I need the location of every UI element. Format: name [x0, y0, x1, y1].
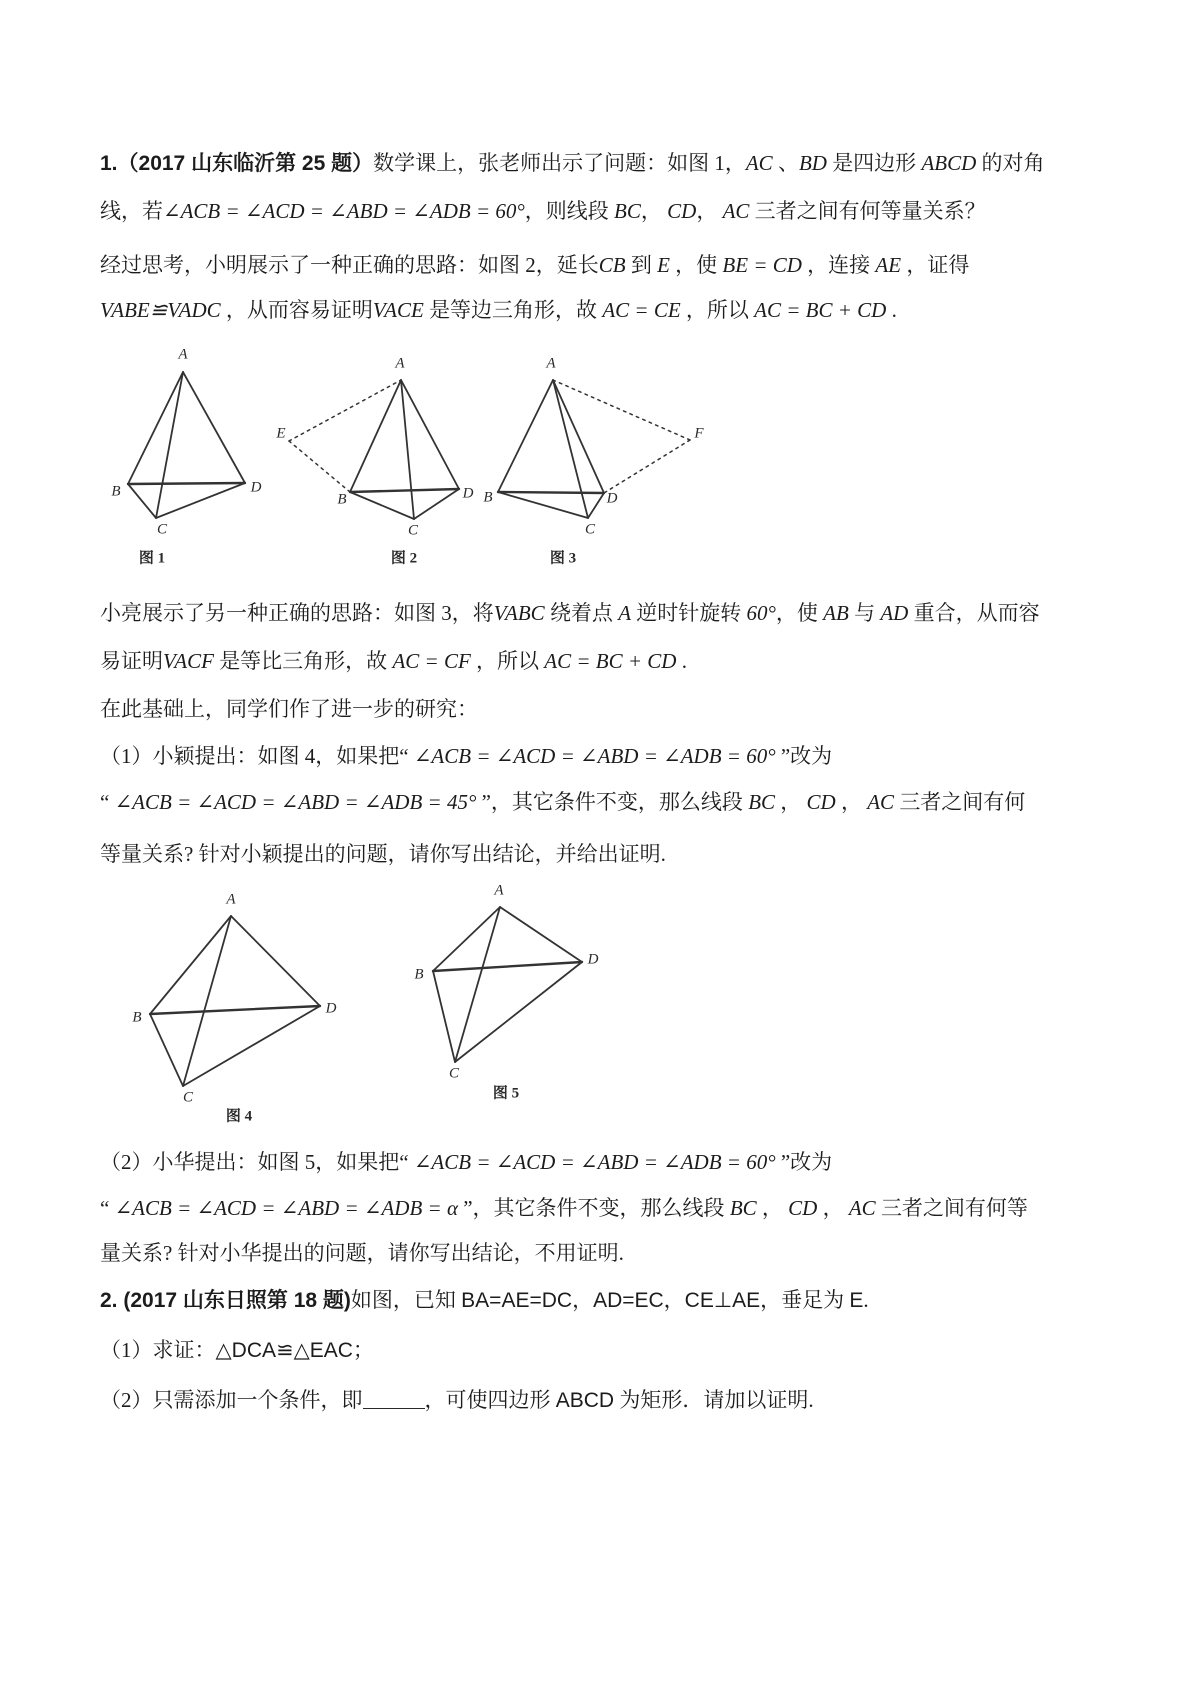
figure-3-edge-AC	[553, 380, 588, 518]
text-run-cn: “	[100, 1196, 115, 1220]
text-run-cn: 是四边形	[826, 151, 922, 175]
text-line-14	[100, 1287, 869, 1314]
figure-1-edge-BD	[128, 483, 245, 484]
text-run-rm: BA=AE=DC	[461, 1289, 573, 1312]
text-run-math: AC = BC + CD	[544, 649, 677, 673]
text-run-math: AD	[880, 601, 909, 625]
text-line-5	[100, 600, 1040, 626]
text-run-cn: 的对角	[976, 151, 1045, 175]
figure-4-vertex-label-A: A	[226, 891, 236, 908]
text-run-math: AC	[722, 199, 750, 223]
text-run-cn: ，垂足为	[760, 1288, 850, 1312]
text-run-cn: ，	[663, 1288, 685, 1312]
figure-4-edge-BD	[150, 1006, 320, 1014]
text-run-math: E	[657, 253, 670, 277]
figure-4-vertex-label-C: C	[182, 1089, 194, 1106]
text-line-1	[100, 150, 1045, 177]
figure-3-vertex-label-F: F	[694, 425, 704, 442]
text-run-math: AC	[848, 1196, 876, 1220]
text-run-cn: 如图，已知	[350, 1288, 462, 1312]
text-run-cn: 易证明	[100, 649, 163, 673]
text-run-cn: .	[863, 1288, 869, 1312]
figure-3-edge-BC	[498, 492, 588, 518]
figure-1-edge-AC	[156, 372, 183, 518]
text-run-cn: 、	[772, 151, 799, 175]
figure-1-caption: 图 1	[138, 550, 166, 567]
text-run-rm: AD=EC	[593, 1289, 664, 1312]
text-line-6	[100, 648, 687, 674]
text-run-cn: ，可使四边形	[424, 1388, 556, 1412]
figure-4-edge-AC	[183, 916, 231, 1086]
text-run-cn: （1）小颖提出：如图 4，如果把“	[100, 744, 414, 768]
text-line-9	[100, 789, 1025, 815]
figure-2-edge-AB	[350, 380, 401, 492]
text-line-16	[100, 1387, 814, 1414]
text-run-cn: 经过思考，小明展示了一种正确的思路：如图 2，延长	[100, 253, 599, 277]
figure-2-vertex-label-E: E	[276, 425, 286, 442]
text-run-math: AC	[745, 151, 773, 175]
figure-3-edge-AF	[553, 380, 690, 440]
text-run-cn: 线，若	[100, 199, 163, 223]
figure-4-edge-BC	[150, 1014, 183, 1086]
text-run-math: AC = BC + CD	[754, 298, 887, 322]
text-run-math: ∠ACB = ∠ACD = ∠ABD = ∠ADB = α	[114, 1196, 458, 1220]
text-run-cn: ”改为	[775, 744, 833, 768]
text-run-math: BE = CD	[722, 253, 802, 277]
figure-1-edge-CD	[156, 483, 245, 518]
text-run-math: AC	[867, 790, 895, 814]
text-run-math: CD	[806, 790, 836, 814]
text-line-15	[100, 1337, 374, 1364]
text-run-math: A	[618, 601, 632, 625]
text-run-math: BC	[748, 790, 776, 814]
text-run-cn: ，连接	[801, 253, 876, 277]
figure-5-vertex-label-D: D	[587, 951, 599, 968]
text-run-cn: 在此基础上，同学们作了进一步的研究：	[100, 697, 478, 721]
text-run-cn: ，证得	[901, 253, 970, 277]
answer-blank	[363, 1387, 425, 1409]
text-run-rm: E	[849, 1289, 864, 1312]
text-run-math: ∠ACB = ∠ACD = ∠ABD = ∠ADB = 45°	[114, 790, 477, 814]
figure-3-vertex-label-D: D	[606, 490, 618, 507]
text-run-math: CD	[667, 199, 697, 223]
figure-5-edge-AD	[500, 907, 582, 962]
figure-1-vertex-label-C: C	[156, 521, 168, 538]
text-run-math: AE	[875, 253, 902, 277]
figure-4-edge-AB	[150, 916, 231, 1014]
figure-2-edge-EB	[289, 441, 350, 492]
figure-3-caption: 图 3	[549, 550, 577, 567]
figure-5-edge-CD	[455, 962, 582, 1062]
text-run-cn: 绕着点	[544, 601, 619, 625]
figure-1-vertex-label-A: A	[178, 346, 188, 363]
text-line-13	[100, 1240, 624, 1266]
text-run-cn: ，	[640, 199, 668, 223]
figure-1-edge-AD	[183, 372, 245, 483]
text-run-math: ABCD	[921, 151, 977, 175]
text-run-math: VACE	[372, 298, 424, 322]
text-run-rm: △DCA≌△EAC	[215, 1339, 353, 1362]
text-run-cn: .	[886, 298, 897, 322]
text-run-cn: （1）求证：	[100, 1338, 216, 1362]
text-run-cn: ”改为	[775, 1150, 833, 1174]
text-run-math: ∠ACB = ∠ACD = ∠ABD = ∠ADB = 60°	[413, 744, 776, 768]
figure-5-edge-AC	[455, 907, 500, 1062]
text-run-cn: （2）小华提出：如图 5，如果把“	[100, 1150, 414, 1174]
text-run-cn: 为矩形．请加以证明.	[614, 1388, 814, 1412]
text-run-cn: “	[100, 790, 115, 814]
figure-5-edge-BD	[433, 962, 582, 971]
text-run-math: VABE≌VADC	[100, 298, 221, 322]
text-run-math: AC = CF	[392, 649, 471, 673]
figure-2-edge-BD	[350, 489, 459, 492]
text-line-8	[100, 743, 832, 769]
text-run-cn: 逆时针旋转	[631, 601, 747, 625]
figure-4-caption: 图 4	[225, 1108, 253, 1125]
figure-3-edge-FD	[604, 440, 690, 493]
figure-1-edge-AB	[128, 372, 183, 484]
figure-4-edge-CD	[183, 1006, 320, 1086]
text-run-cn: 与	[848, 601, 881, 625]
text-run-cn: .	[676, 649, 687, 673]
figure-3-vertex-label-A: A	[546, 355, 556, 372]
figure-4-vertex-label-B: B	[132, 1009, 142, 1026]
figure-3-vertex-label-B: B	[483, 489, 493, 506]
figure-2-vertex-label-C: C	[407, 522, 419, 539]
text-run-math: BC	[614, 199, 641, 223]
text-line-11	[100, 1149, 832, 1175]
figure-3-edge-BD	[498, 492, 604, 493]
text-run-math: ∠ACB = ∠ACD = ∠ABD = ∠ADB = 60°	[163, 199, 525, 223]
text-run-cn: ，	[817, 1196, 849, 1220]
text-run-cn: 量关系? 针对小华提出的问题，请你写出结论，不用证明.	[100, 1241, 624, 1265]
text-run-cn: ”，其它条件不变，那么线段	[476, 790, 749, 814]
figure-3-edge-AD	[553, 380, 604, 493]
text-run-rm: CE⊥AE	[684, 1289, 761, 1312]
text-run-cn: ，所以	[470, 649, 545, 673]
text-run-cn: ，则线段	[524, 199, 615, 223]
text-run-bold: 1.（2017 山东临沂第 25 题）	[100, 152, 374, 175]
text-run-cn: ，	[775, 790, 807, 814]
text-run-math: CB	[598, 253, 626, 277]
text-line-4	[100, 297, 897, 323]
figure-2-vertex-label-A: A	[395, 355, 405, 372]
text-line-12	[100, 1195, 1028, 1221]
text-run-cn: ；	[352, 1338, 374, 1362]
figure-4-edge-AD	[231, 916, 320, 1006]
text-run-math: AC = CE	[602, 298, 681, 322]
text-run-math: ∠ACB = ∠ACD = ∠ABD = ∠ADB = 60°	[413, 1150, 776, 1174]
text-run-cn: ，从而容易证明	[220, 298, 373, 322]
figure-5-vertex-label-C: C	[448, 1065, 460, 1082]
text-run-math: AB	[823, 601, 849, 625]
figure-2-edge-BC	[350, 492, 414, 519]
text-run-cn: 重合，从而容	[908, 601, 1040, 625]
text-run-cn: ，	[835, 790, 868, 814]
text-run-rm: ABCD	[555, 1389, 615, 1412]
text-run-math: CD	[788, 1196, 818, 1220]
figure-1-edge-BC	[128, 484, 156, 518]
text-run-cn: ，使	[669, 253, 723, 277]
figure-5-edge-BC	[433, 971, 455, 1062]
figure-2-vertex-label-B: B	[337, 491, 347, 508]
text-run-math: VABC	[493, 601, 545, 625]
figure-1-vertex-label-D: D	[250, 479, 262, 496]
text-run-cn: 小亮展示了另一种正确的思路：如图 3，将	[100, 601, 494, 625]
text-run-math: BC	[729, 1196, 757, 1220]
figure-1-vertex-label-B: B	[111, 483, 121, 500]
figure-2-caption: 图 2	[390, 550, 418, 567]
text-run-math: BD	[798, 151, 827, 175]
text-run-cn: 三者之间有何	[894, 790, 1026, 814]
text-line-3	[100, 252, 969, 278]
text-run-cn: 是等边三角形，故	[423, 298, 603, 322]
text-run-cn: ，	[756, 1196, 789, 1220]
text-run-cn: ”，其它条件不变，那么线段	[457, 1196, 730, 1220]
text-run-cn: ，	[696, 199, 723, 223]
text-run-cn: ，使	[775, 601, 824, 625]
text-line-10	[100, 841, 666, 867]
text-run-cn: 数学课上，张老师出示了问题：如图 1，	[373, 151, 746, 175]
text-run-cn: 等量关系? 针对小颖提出的问题，请你写出结论，并给出证明.	[100, 842, 666, 866]
text-run-cn: 是等比三角形，故	[213, 649, 393, 673]
figure-2-vertex-label-D: D	[462, 485, 474, 502]
figure-4-vertex-label-D: D	[325, 1000, 337, 1017]
text-line-2	[100, 198, 986, 224]
figure-3-vertex-label-C: C	[584, 521, 596, 538]
figure-5-vertex-label-A: A	[494, 882, 504, 899]
text-run-cn: 到	[625, 253, 658, 277]
text-run-cn: ，所以	[680, 298, 755, 322]
figure-2-edge-EA	[289, 380, 401, 441]
text-run-cn: （2）只需添加一个条件，即	[100, 1388, 363, 1412]
text-run-cn: ，	[572, 1288, 594, 1312]
text-run-cn: 三者之间有何等量关系？	[749, 199, 986, 223]
text-run-math: 60°	[746, 601, 776, 625]
figure-5-vertex-label-B: B	[414, 966, 424, 983]
figure-3-edge-AB	[498, 380, 553, 492]
text-line-7	[100, 696, 478, 722]
figure-2-edge-CD	[414, 489, 459, 519]
text-run-bold: 2. (2017 山东日照第 18 题)	[100, 1289, 351, 1312]
figure-5-caption: 图 5	[492, 1085, 520, 1102]
text-run-math: VACF	[163, 649, 214, 673]
text-run-cn: 三者之间有何等	[875, 1196, 1028, 1220]
figure-3-edge-CD	[588, 493, 604, 518]
